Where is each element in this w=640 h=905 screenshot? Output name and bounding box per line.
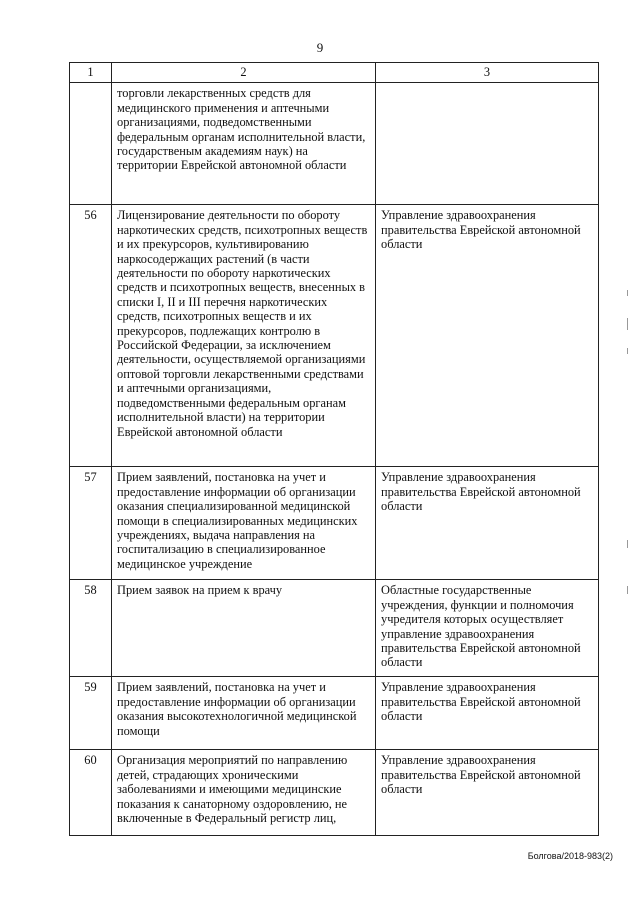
- column-header-service: 2: [112, 63, 376, 83]
- authority-cell: [376, 83, 599, 205]
- authority-cell: Областные государственные учреждения, функции и полномочия учредителя которых осуществляет управление здравоохранения правительства Еврейской автономной области: [376, 580, 599, 677]
- row-number: 57: [70, 467, 112, 580]
- authority-cell: Управление здравоохранения правительства Еврейской автономной области: [376, 750, 599, 836]
- authority-cell: Управление здравоохранения правительства Еврейской автономной области: [376, 205, 599, 467]
- page-number: 9: [316, 40, 324, 55]
- scan-edge-marks: [626, 290, 630, 610]
- service-cell: Прием заявок на прием к врачу: [112, 580, 376, 677]
- table-header-row: [70, 63, 599, 83]
- service-cell: Лицензирование деятельности по обороту наркотических средств, психотропных веществ и их прекурсоров, культивированию наркосодержащих растений (в части деятельности по обороту наркотических средств и психотропных веществ, внесенных в списки I, II и III перечня наркотических средств, психотропных веществ и их прекурсоров, подлежащих контролю в Российской Федерации, за исключением деятельности, осуществляемой организациями оптовой торговли лекарственными средствами и аптечными организациями, подведомственными федеральным органам исполнительной власти) на территории Еврейской автономной области: [112, 205, 376, 467]
- table-row: [70, 83, 599, 205]
- service-cell: Прием заявлений, постановка на учет и предоставление информации об организации оказания высокотехнологичной медицинской помощи: [112, 677, 376, 750]
- table-row: [70, 205, 599, 467]
- table-row: [70, 677, 599, 750]
- authority-cell: Управление здравоохранения правительства Еврейской автономной области: [376, 467, 599, 580]
- row-number: 58: [70, 580, 112, 677]
- service-cell: торговли лекарственных средств для медицинского применения и аптечными организациями, подведомственными федеральным органам исполнительной власти, государственым академиям наук) на территории Еврейской автономной области: [112, 83, 376, 205]
- services-table: [69, 62, 599, 836]
- row-number: 56: [70, 205, 112, 467]
- row-number: 59: [70, 677, 112, 750]
- column-header-authority: 3: [376, 63, 599, 83]
- document-code: Болгова/2018-983(2): [527, 851, 613, 861]
- service-cell: Организация мероприятий по направлению детей, страдающих хроническими заболеваниями и имеющими медицинские показания к санаторному оздоровлению, не включенные в Федеральный регистр лиц,: [112, 750, 376, 836]
- authority-cell: Управление здравоохранения правительства Еврейской автономной области: [376, 677, 599, 750]
- service-cell: Прием заявлений, постановка на учет и предоставление информации об организации оказания специализированной медицинской помощи в специализированных медицинских учреждениях, выдача направления на госпитализацию в специализированное медицинское учреждение: [112, 467, 376, 580]
- column-header-number: 1: [70, 63, 112, 83]
- table-row: [70, 750, 599, 836]
- row-number: 60: [70, 750, 112, 836]
- table-row: [70, 580, 599, 677]
- row-number: [70, 83, 112, 205]
- table-row: [70, 467, 599, 580]
